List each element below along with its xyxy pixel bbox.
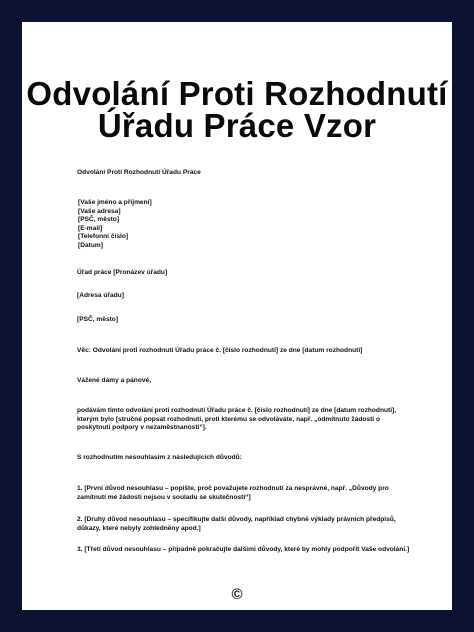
sender-date: [Datum] [78,241,103,249]
reason-1-line: 1. [První důvod nesouhlasu – popište, proč považujete rozhodnutí za nesprávné, např. „Důvody pro [77,485,389,492]
page-title [22,75,452,144]
reason-3 [77,546,417,555]
sender-email: [E-mail] [78,224,103,232]
office-name: Úřad práce [Pronázev úřadu] [77,269,168,276]
office-address: [Adresa úřadu] [77,292,124,299]
sender-city: [PSČ, město] [78,216,120,224]
reason-2 [77,516,417,533]
reason-1-line: zamítnutí mé žádosti nejsou v souladu se skutečností“] [77,493,251,501]
sender-name: [Vaše jméno a příjmení] [78,199,152,206]
sender-block [78,199,418,251]
salutation: Vážené dámy a pánové, [77,377,152,384]
subject-line: Věc: Odvolání proti rozhodnutí Úřadu práce č. [číslo rozhodnutí] ze dne [datum rozhodnutí] [77,347,363,354]
page-title-line-2: Úřadu Práce Vzor [97,107,377,144]
letter-heading: Odvolání Proti Rozhodnutí Úřadu Práce [77,169,201,176]
body-intro [77,407,417,433]
page-title-line-1: Odvolání Proti Rozhodnutí [26,75,448,112]
body-intro-line: kterým bylo [stručné popsat rozhodnutí, proti kterému se odvoláváte, např. „odmítnuto žádosti o [77,415,380,423]
reason-3-line: 3. [Třetí důvod nesouhlasu – případně pokračujte dalšími důvody, které by mohly podpořit Vaše odvolání.] [77,546,410,553]
sender-phone: [Telefonní číslo] [78,233,129,241]
document-page [22,22,452,610]
reason-2-line: důkazy, které nebyly zohledněny apod.] [77,524,201,532]
body-intro-line: podávám tímto odvolání proti rozhodnutí Úřadu práce č. [číslo rozhodnutí] ze dne [datum rozhodnutí], [77,407,397,414]
reason-2-line: 2. [Druhý důvod nesouhlasu – specifikujte další důvody, například chybné výklady právních předpisů, [77,516,396,523]
body-intro-line: poskytnutí podpory v nezaměstnanosti“]. [77,424,207,432]
sender-address: [Vaše adresa] [78,207,121,215]
reasons-intro: S rozhodnutím nesouhlasím z následujících důvodů: [77,454,242,461]
office-city: [PSČ, město] [77,316,119,323]
reason-1 [77,485,417,502]
copyright-icon: © [231,586,243,603]
